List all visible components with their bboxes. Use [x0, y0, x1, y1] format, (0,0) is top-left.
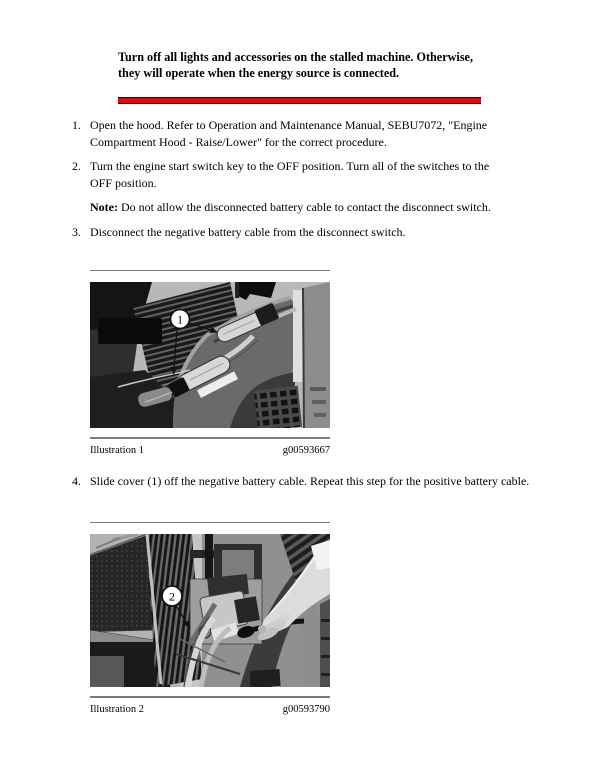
illustration-2-caption: Illustration 2 [90, 703, 144, 715]
photo2-tread-mark [321, 655, 330, 658]
step-1-text: Open the hood. Refer to Operation and Maintenance Manual, SEBU7072, "Engine Compartment Hood - Raise/Lower" for the correct procedure. [90, 118, 488, 149]
illustration-1-block [90, 270, 330, 456]
step-3-text: Disconnect the negative battery cable from the disconnect switch. [90, 225, 406, 239]
photo2-tread-mark [321, 637, 330, 640]
step-2-text: Turn the engine start switch key to the OFF position. Turn all of the switches to the OFF position. [90, 159, 490, 190]
photo2-tread-mark [321, 673, 330, 676]
svg-text:2: 2 [169, 589, 175, 604]
illustration-1-photo [90, 282, 330, 428]
warning-line-2: they will operate when the energy source is connected. [118, 66, 400, 80]
step-4-number: 4. [72, 474, 81, 488]
warning-red-bar [118, 97, 481, 104]
illustration-2-code: g00593790 [282, 703, 330, 715]
note-label: Note: [90, 200, 118, 214]
warning-text [118, 49, 498, 81]
photo1-black-box [98, 318, 162, 344]
photo1-panel-detail [310, 387, 326, 391]
step-4 [72, 473, 542, 490]
illustration-2-photo [90, 534, 330, 687]
photo2-tread-mark [321, 619, 330, 622]
photo2-bottom-left-block [90, 656, 124, 687]
warning-line-1: Turn off all lights and accessories on the stalled machine. Otherwise, [118, 50, 474, 64]
illustration-1-top-rule [90, 270, 330, 271]
step-4-text: Slide cover (1) off the negative battery cable. Repeat this step for the positive battery cable. [90, 474, 530, 488]
illustration-2-bottom-rule [90, 696, 330, 697]
photo1-panel-edge [303, 288, 304, 428]
step-2-number: 2. [72, 159, 81, 173]
photo2-thumb [258, 625, 266, 633]
photo1-panel-detail [312, 400, 326, 404]
illustration-2-top-rule [90, 522, 330, 523]
photo1-panel-detail [314, 413, 326, 417]
step-3 [72, 224, 510, 241]
photo1-right-panel [303, 282, 330, 428]
note-text: Do not allow the disconnected battery cable to contact the disconnect switch. [120, 200, 491, 214]
photo1-tire-tread [254, 386, 302, 428]
step-1 [72, 117, 510, 150]
photo1-rod [235, 282, 239, 298]
illustration-1-bottom-rule [90, 437, 330, 438]
photo2-bottom-dark-part [249, 669, 280, 687]
step-3-number: 3. [72, 225, 81, 239]
illustration-1-caption: Illustration 1 [90, 444, 144, 456]
step-2 [72, 158, 510, 191]
photo2-switch-dark [234, 597, 260, 624]
illustration-2-block [90, 522, 330, 715]
svg-text:1: 1 [177, 312, 183, 327]
photo2-rod [205, 534, 213, 580]
step-1-number: 1. [72, 118, 81, 132]
illustration-1-code: g00593667 [282, 444, 330, 456]
note-block [90, 199, 510, 216]
